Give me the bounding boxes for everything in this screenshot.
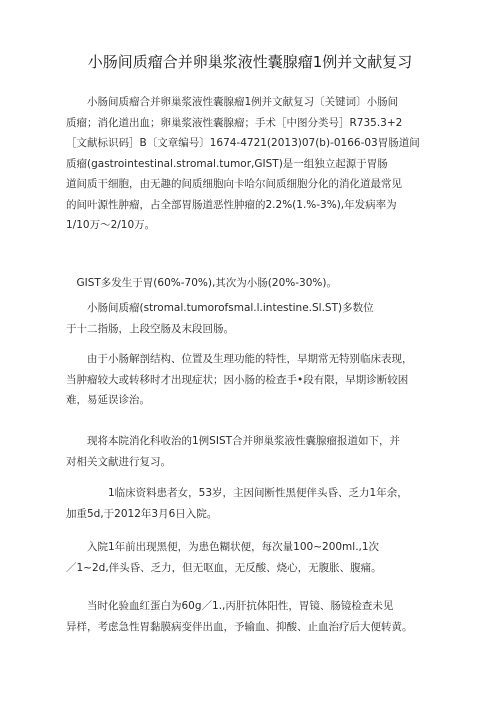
text-line: 由于小肠解剖结构、位置及生理功能的特性，早期常无特别临床表现， (66, 353, 413, 365)
text-line: 当时化验血红蛋白为60g／1.,丙肝抗体阳性，胃镜、肠镜检查未见 (66, 600, 394, 612)
text-line: 道间质干细胞，由无趣的间质细胞向卡哈尔间质细胞分化的消化道最常见 (66, 178, 402, 190)
text-line: 加重5d,于2012年3月6日入院。 (66, 507, 218, 520)
paragraph-history (66, 537, 446, 578)
text-line: ／1~2d,伴头昏、乏力，但无呕血，无反酸、烧心，无腹胀、腹痛。 (66, 561, 382, 574)
text-line: 的间叶源性肿瘤，占全部胃肠道恶性肿瘤的2.2%(1.%-3%),年发病率为 (66, 198, 397, 211)
paragraph-small-intestine (66, 298, 446, 339)
paragraph-clinical-data (66, 483, 446, 524)
text-line: 小肠间质瘤(stromal.tumorofsmal.l.intestine.Sl.ST)多数位 (66, 302, 374, 314)
paragraph-lab-findings (66, 596, 446, 637)
text-line: GIST多发生于胃(60%-70%),其次为小肠(20%-30%)。 (66, 277, 337, 289)
text-line: 1/10万～2/10万。 (66, 219, 156, 231)
text-line: 入院1年前出现黑便，为患色糊状便，每次量100~200ml.,1次 (66, 541, 380, 553)
text-line: 1临床资料患者女，53岁，主因间断性黑便伴头昏、乏力1年余， (66, 487, 408, 499)
text-line: 当肿瘤较大或转移时才出现症状；因小肠的检查手•段有限，早期诊断较困 (66, 373, 409, 386)
text-line: 对相关文献进行复习。 (66, 455, 171, 468)
text-line: 现将本院消化科收治的1例SIST合并卵巢浆液性囊腺瘤报道如下，并 (66, 435, 401, 447)
text-line: 小肠间质瘤合并卵巢浆液性囊腺瘤1例并文献复习〔关键词〕小肠间 (66, 96, 399, 108)
text-line: 质瘤(gastrointestinal.stromal.tumor,GIST)是一组独立起源于胃肠 (66, 157, 388, 170)
paragraph-gist-location (66, 273, 446, 294)
paragraph-case-report-intro (66, 431, 446, 472)
text-line: ［文献标识码］B〔文章编号〕1674-4721(2013)07(b)-0166-03胃肠道间 (66, 137, 420, 149)
text-line: 于十二指肠，上段空肠及末段回肠。 (66, 322, 234, 335)
paragraph-clinical-features (66, 349, 446, 411)
document-title: 小肠间质瘤合并卵巢浆液性囊腺瘤1例并文献复习 (87, 53, 413, 71)
text-line: 质瘤；消化道出血；卵巢浆液性囊腺瘤；手术［中图分类号］R735.3+2 (66, 116, 403, 129)
text-line: 异样，考虑急性胃黏膜病变伴出血，予输血、抑酸、止血治疗后大便转黄。 (66, 620, 413, 633)
paragraph-introduction (66, 92, 446, 236)
text-line: 难，易延误诊治。 (66, 394, 150, 406)
